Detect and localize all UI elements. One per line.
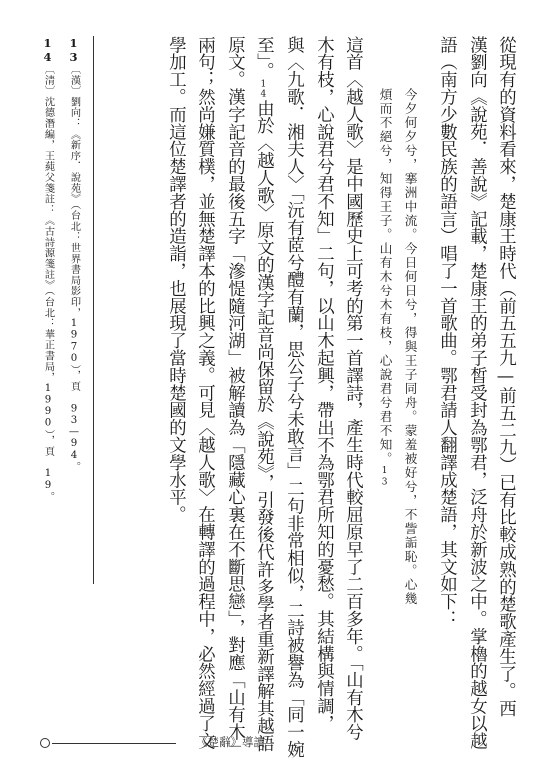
footer-rule: [52, 743, 176, 744]
footnote-14: [41, 36, 53, 502]
body2-line-6: 兩句；然尚嫌質樸，並無楚譯本的比興之義。可見〈越人歌〉在轉譯的過程中，必然經過了文: [194, 36, 215, 750]
footnote-text: 〔漢〕劉向：《新序．說苑》（台北：世界書局影印，1970），頁 93—94。: [68, 64, 80, 473]
footnote-ref-14[interactable]: 14: [258, 79, 269, 100]
body2-line-4: [253, 36, 274, 752]
quote-line-1: 今夕何夕兮，搴洲中流。今日何日兮，得與王子同舟。蒙羞被好兮，不訾詬恥。心幾: [402, 88, 418, 606]
running-title: 《楚辭》導讀: [196, 735, 265, 749]
body-line-2: 漢劉向《說苑．善說》記載，楚康王的弟子皙受封為鄂君，泛舟於新波之中。掌櫓的越女以越: [466, 36, 487, 750]
body2-line-5: 原文。漢字記音的最後五字「滲惿隨河湖」被解讀為「隱藏心裏在不斷思戀」，對應「山有木」: [224, 36, 245, 759]
footnote-number: 13: [66, 36, 81, 64]
body-line-3: 語（南方少數民族的語言）唱了一首歌曲。鄂君請人翻譯成楚語，其文如下：: [436, 36, 457, 628]
footnote-ref-13[interactable]: 13: [379, 466, 390, 489]
footnote-text: 〔清〕沈德潛編，王蒓父箋註：《古詩源箋註》（台北：華正書局，1990），頁 19。: [42, 64, 54, 503]
quote-line-2: [378, 88, 391, 489]
body-line-1: 從現有的資料看來，楚康王時代（前五五九—前五二九）已有比較成熟的楚歌產生了。西: [495, 36, 516, 718]
footnote-divider: [93, 36, 94, 584]
footnote-13: [67, 36, 79, 472]
page-marker-circle: [40, 738, 50, 748]
body2-line-2: 木有枝，心說君兮君不知」二句，以山木起興，帶出不為鄂君所知的憂愁。其結構與情調，: [313, 36, 334, 732]
body2-line-3: 與〈九歌．湘夫人〉「沅有茝兮醴有蘭，思公子兮未敢言」二句非常相似，二詩被譽為「同一婉: [283, 36, 304, 759]
footnote-number: 14: [40, 36, 55, 64]
body2-line-4b: 由於〈越人歌〉原文的漢字記音尚保留於《說苑》，引發後代許多學者重新譯解其越語: [253, 99, 274, 752]
body2-line-1: 這首〈越人歌〉是中國歷史上可考的第一首譯詩，產生時代較屈原早了二百多年。「山有木兮: [342, 36, 363, 741]
body2-line-7: 學加工。而這位楚譯者的造詣，也展現了當時楚國的文學水平。: [165, 36, 186, 524]
body2-line-4a: 至」。: [253, 36, 274, 80]
quote-line-2-text: 煩而不絕兮，知得王子。山有木兮木有枝，心說君兮君不知。: [377, 88, 393, 466]
